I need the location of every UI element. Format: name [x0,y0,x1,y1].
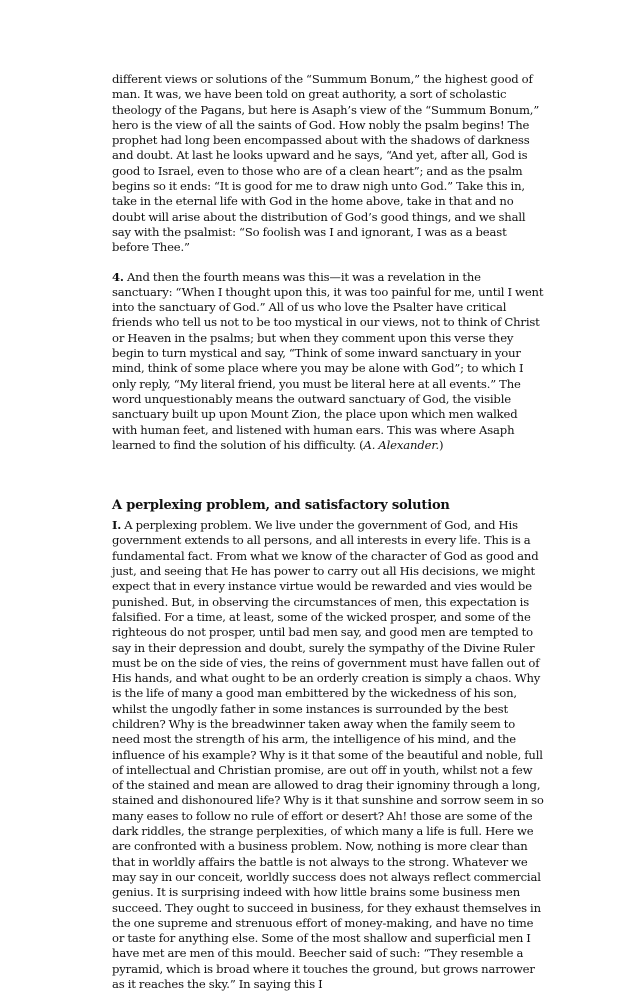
paragraph-number: I. [112,518,122,533]
paragraph-perplexing-problem [112,518,544,992]
paragraph-fourth-means [112,270,544,454]
paragraph-text: And then the fourth means was this—it was a revelation in the sanctuary: “When I thought upon this, it was too painful for me, until I went into the sanctuary of God.” All of us who love the Psalter have critical friends who tell us not to be too mystical in our views, not to think of Christ or Heaven in the psalms; but when they comment upon this verse they begin to turn mystical and say, “Think of some inward sanctuary in your mind, think of some place where you may be alone with God”; to which I only reply, “My literal friend, you must be literal here at all events.” The word unquestionably means the outward sanctuary of God, the visible sanctuary built up upon Mount Zion, the place upon which men walked with human feet, and listened with human ears. This was where Asaph learned to find the solution of his difficulty. ( [112,269,544,452]
section-heading: A perplexing problem, and satisfactory solution [112,498,450,514]
citation-author: A. Alexander. [363,437,439,452]
citation-close: ) [439,437,444,452]
paragraph-text: A perplexing problem. We live under the government of God, and His government extends to all persons, and all interests in every life. This is a fundamental fact. From what we know of the character of God as good and just, and seeing that He has power to carry out all His decisions, we might expect that in every instance virtue would be rewarded and vies would be punished. But, in observing the circumstances of men, this expectation is falsified. For a time, at least, some of the wicked prosper, and some of the righteous do not prosper, until bad men say, and good men are tempted to say in their depression and doubt, surely the sympathy of the Divine Ruler must be on the side of vies, the reins of government must have fallen out of His hands, and what ought to be an orderly creation is simply a chaos. Why is the life of many a good man embittered by the wickedness of his son, whilst the ungodly father in some instances is surrounded by the best children? Why is the breadwinner taken away when the family seem to need most the strength of his arm, the intelligence of his mind, and the influence of his example? Why is it that some of the beautiful and noble, full of intellectual and Christian promise, are out off in youth, whilst not a few of the stained and mean are allowed to drag their ignominy through a long, stained and dishonoured life? Why is it that sunshine and sorrow seem in so many eases to follow no rule of effort or desert? Ah! those are some of the dark riddles, the strange perplexities, of which many a life is full. Here we are confronted with a business problem. Now, nothing is more clear than that in worldly affairs the battle is not always to the strong. Whatever we may say in our conceit, worldly success does not always reflect commercial genius. It is surprising indeed with how little brains some business men succeed. They ought to succeed in business, for they exhaust themselves in the one supreme and strenuous effort of money-making, and have no time or taste for anything else. Some of the most shallow and superficial men I have met are men of this mould. Beecher said of such: “They resemble a pyramid, which is broad where it touches the ground, but grows narrower as it reaches the sky.” In saying this I [112,518,544,992]
paragraph-text: different views or solutions of the “Summum Bonum,” the highest good of man. It was, we have been told on great authority, a sort of scholastic theology of the Pagans, but here is Asaph’s view of the “Summum Bonum,” hero is the view of all the saints of God. How nobly the psalm begins! The prophet had long been encompassed about with the shadows of darkness and doubt. At last he looks upward and he says, “And yet, after all, God is good to Israel, even to those who are of a clean heart”; and as the psalm begins so it ends: “It is good for me to draw nigh unto God.” Take this in, take in the eternal life with God in the home above, take in that and no doubt will arise about the distribution of God’s good things, and we shall say with the psalmist: “So foolish was I and ignorant, I was as a beast before Thee.” [112,72,540,255]
paragraph-summum-bonum [112,72,544,256]
paragraph-number: 4. [112,269,124,284]
